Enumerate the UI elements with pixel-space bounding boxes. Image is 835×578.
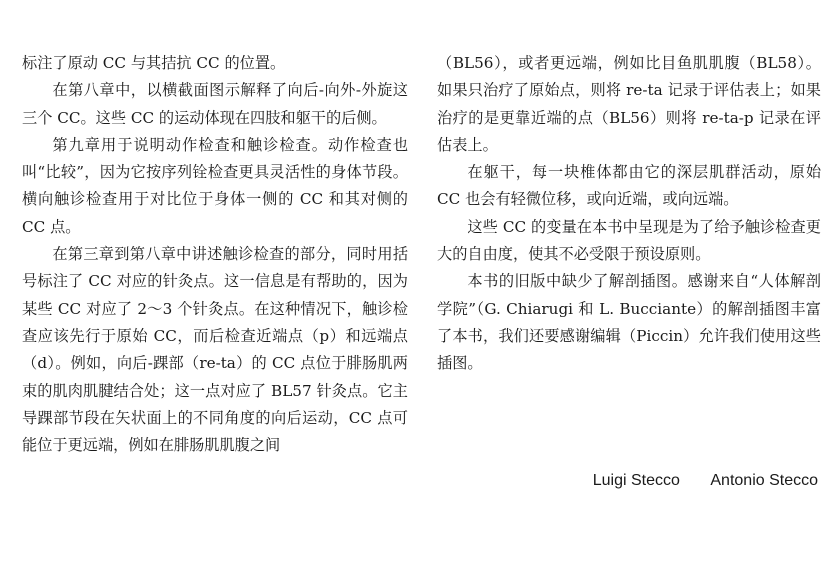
- paragraph: 本书的旧版中缺少了解剖插图。感谢来自“人体解剖学院”（G. Chiarugi 和 L. Bucciante）的解剖插图丰富了本书，我们还要感谢编辑（Piccin）允许我们使用这些插图。: [437, 272, 821, 373]
- paragraph: 第九章用于说明动作检查和触诊检查。动作检查也叫“比较”，因为它按序列铨检查更具灵活性的身体节段。横向触诊检查用于对比位于身体一侧的 CC 和其对侧的 CC 点。: [22, 135, 408, 236]
- right-column: [437, 50, 821, 378]
- paragraph-continued: 标注了原动 CC 与其拮抗 CC 的位置。: [22, 54, 286, 72]
- paragraph: 在第八章中，以横截面图示解释了向后-向外-外旋这三个 CC。这些 CC 的运动体现在四肢和躯干的后侧。: [22, 81, 408, 127]
- author-name: Antonio Stecco: [710, 472, 818, 489]
- paragraph: 在第三章到第八章中讲述触诊检查的部分，同时用括号标注了 CC 对应的针灸点。这一信息是有帮助的，因为某些 CC 对应了 2～3 个针灸点。在这种情况下，触诊检查应该先行于原始 CC，而后检查近端点（p）和远端点（d）。例如，向后-踝部（re-ta）的 CC 点位于腓肠肌两束的肌肉肌腱结合处；这一点对应了 BL57 针灸点。它主导踝部节段在矢状面上的不同角度的向后运动，CC 点可能位于更远端，例如在腓肠肌肌腹之间: [22, 245, 408, 455]
- paragraph-continued: （BL56），或者更远端，例如比目鱼肌肌腹（BL58）。如果只治疗了原始点，则将 re-ta 记录于评估表上；如果治疗的是更靠近端的点（BL56）则将 re-ta-p 记录在评估表上。: [437, 54, 821, 154]
- paragraph: 这些 CC 的变量在本书中呈现是为了给予触诊检查更大的自由度，使其不必受限于预设原则。: [437, 217, 821, 264]
- left-column: [22, 50, 408, 459]
- author-name: Luigi Stecco: [592, 472, 680, 489]
- author-signature: [593, 470, 818, 492]
- paragraph: 在躯干，每一块椎体都由它的深层肌群活动，原始 CC 也会有轻微位移，或向近端，或向远端。: [437, 163, 821, 209]
